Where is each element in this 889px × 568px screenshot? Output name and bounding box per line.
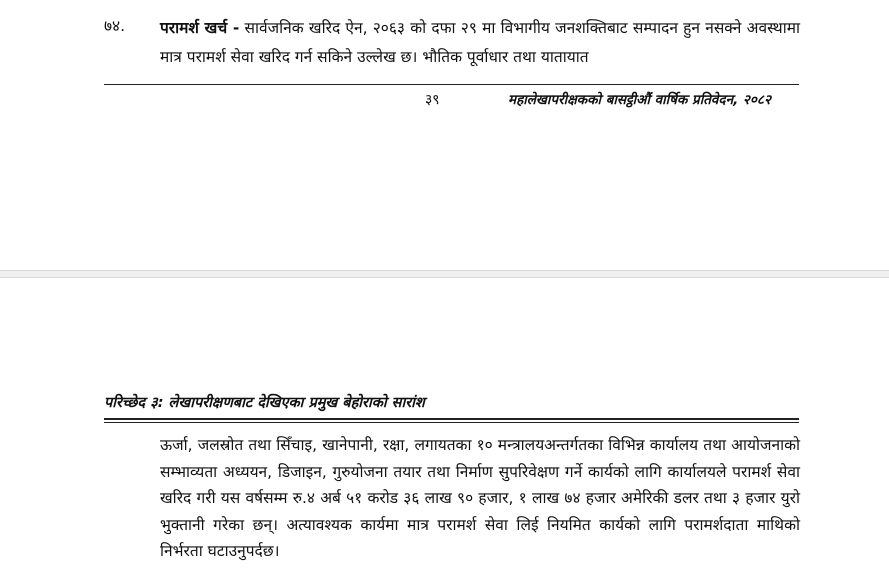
- summary-paragraph: ऊर्जा, जलस्रोत तथा सिँचाइ, खानेपानी, रक्षा, लगायतका १० मन्त्रालयअन्तर्गतका विभिन्न कार्यालय तथा आयोजनाको सम्भाव्यता अध्ययन, डिजाइन, गुरुयोजना तयार तथा निर्माण सुपरिवेक्षण गर्ने कार्यको लागि कार्यालयले परामर्श सेवा खरिद गरी यस वर्षसम्म रु.४ अर्ब ५१ करोड ३६ लाख ९० हजार, १ लाख ७४ हजार अमेरिकी डलर तथा ३ हजार युरो भुक्तानी गरेका छन्। अत्यावश्यक कार्यमा मात्र परामर्श सेवा लिई नियमित कार्यको लागि परामर्शदाता माथिको निर्भरता घटाउनुपर्दछ।: [160, 436, 800, 560]
- footer-page-number: ३९: [425, 92, 440, 108]
- paragraph-body: सार्वजनिक खरिद ऐन, २०६३ को दफा २९ मा विभागीय जनशक्तिबाट सम्पादन हुन नसक्ने अवस्थामा मात्र परामर्श सेवा खरिद गर्न सकिने उल्लेख छ। भौतिक पूर्वाधार तथा यातायात: [160, 19, 801, 66]
- footer-report-title: महालेखापरीक्षकको बासट्ठीऔं वार्षिक प्रतिवेदन, २०८२: [508, 92, 771, 108]
- heading-rule-thick: [104, 418, 799, 420]
- chapter-heading: परिच्छेद ३: लेखापरीक्षणबाट देखिएका प्रमुख बेहोराको सारांश: [104, 395, 425, 411]
- heading-rule-thin: [104, 422, 799, 423]
- footer-divider: [104, 84, 799, 85]
- paragraph-number: ७४.: [104, 17, 126, 35]
- paragraph-text: [160, 14, 800, 72]
- document-page-top: [0, 0, 889, 270]
- paragraph-bold-title: परामर्श खर्च -: [160, 19, 240, 37]
- page-separator: [0, 270, 889, 278]
